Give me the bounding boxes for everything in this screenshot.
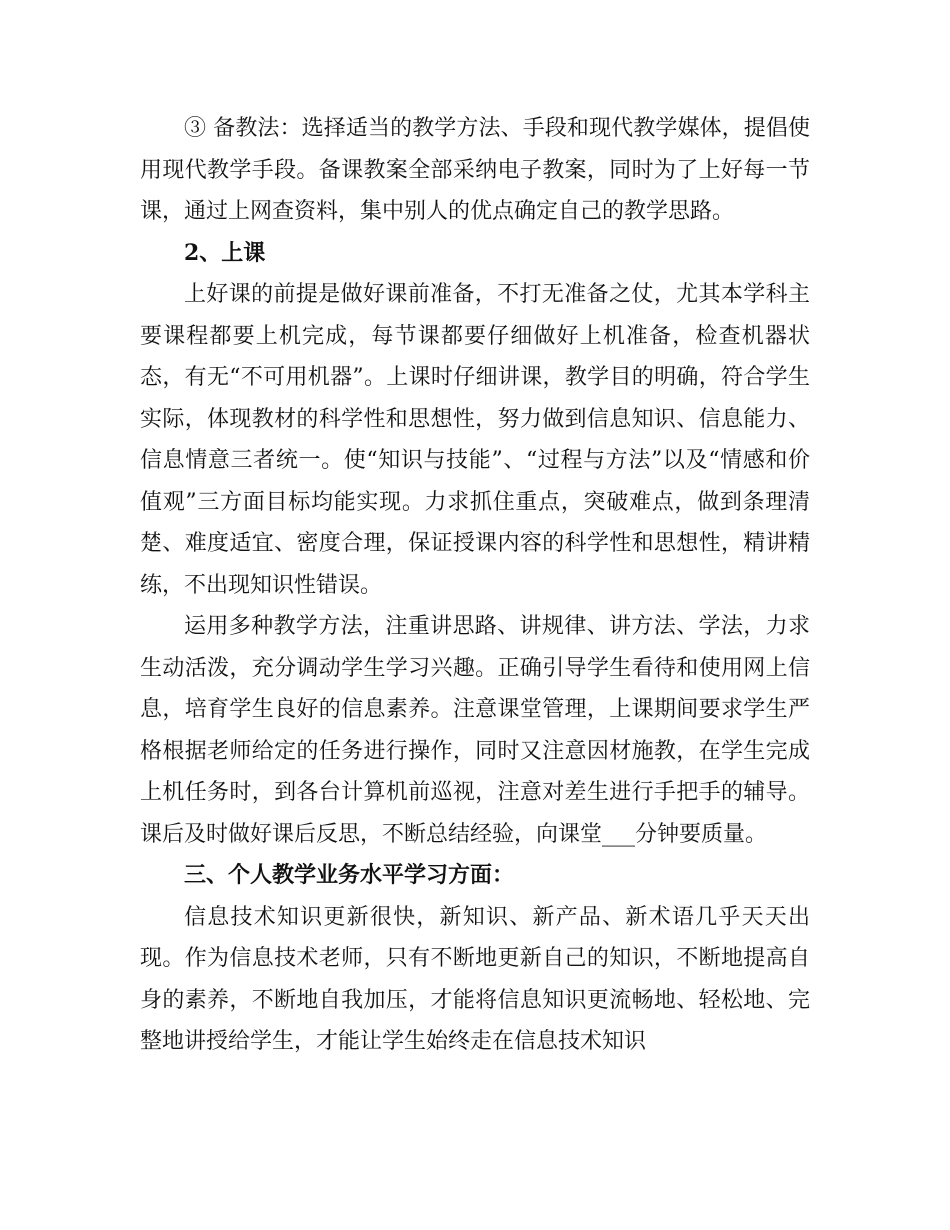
paragraph-knowledge-update: 信息技术知识更新很快，新知识、新产品、新术语几乎天天出现。作为信息技术老师，只有不断地更新自己的知识，不断地提高自身的素养，不断地自我加压，才能将信息知识更流畅地、轻松地、完整地讲授给学生，才能让学生始终走在信息技术知识: [140, 904, 810, 1054]
paragraph-class-preparation: 上好课的前提是做好课前准备，不打无准备之仗，尤其本学科主要课程都要上机完成，每节课都要仔细做好上机准备，检查机器状态，有无“不可用机器”。上课时仔细讲课，教学目的明确，符合学生实际，体现教材的科学性和思想性，努力做到信息知识、信息能力、信息情意三者统一。使“知识与技能”、“过程与方法”以及“情感和价值观”三方面目标均能实现。力求抓住重点，突破难点，做到条理清楚、难度适宜、密度合理，保证授课内容的科学性和思想性，精讲精练，不出现知识性错误。: [140, 282, 810, 598]
section-heading-personal-study: 三、个人教学业务水平学习方面：: [184, 862, 515, 888]
paragraph-teaching-methods: 运用多种教学方法，注重讲思路、讲规律、讲方法、学法，力求生动活泼，充分调动学生学习兴趣。正确引导学生看待和使用网上信息，培育学生良好的信息素养。注意课堂管理，上课期间要求学生严格根据老师给定的任务进行操作，同时又注意因材施教，在学生完成上机任务时，到各台计算机前巡视，注意对差生进行手把手的辅导。课后及时做好课后反思，不断总结经验，向课堂___分钟要质量。: [140, 614, 810, 847]
document-body: [140, 108, 810, 1063]
paragraph-prepare-methods: ③ 备教法：选择适当的教学方法、手段和现代教学媒体，提倡使用现代教学手段。备课教案全部采纳电子教案，同时为了上好每一节课，通过上网查资料，集中别人的优点确定自己的教学思路。: [140, 116, 810, 224]
section-heading-class: 2、上课: [184, 239, 266, 266]
